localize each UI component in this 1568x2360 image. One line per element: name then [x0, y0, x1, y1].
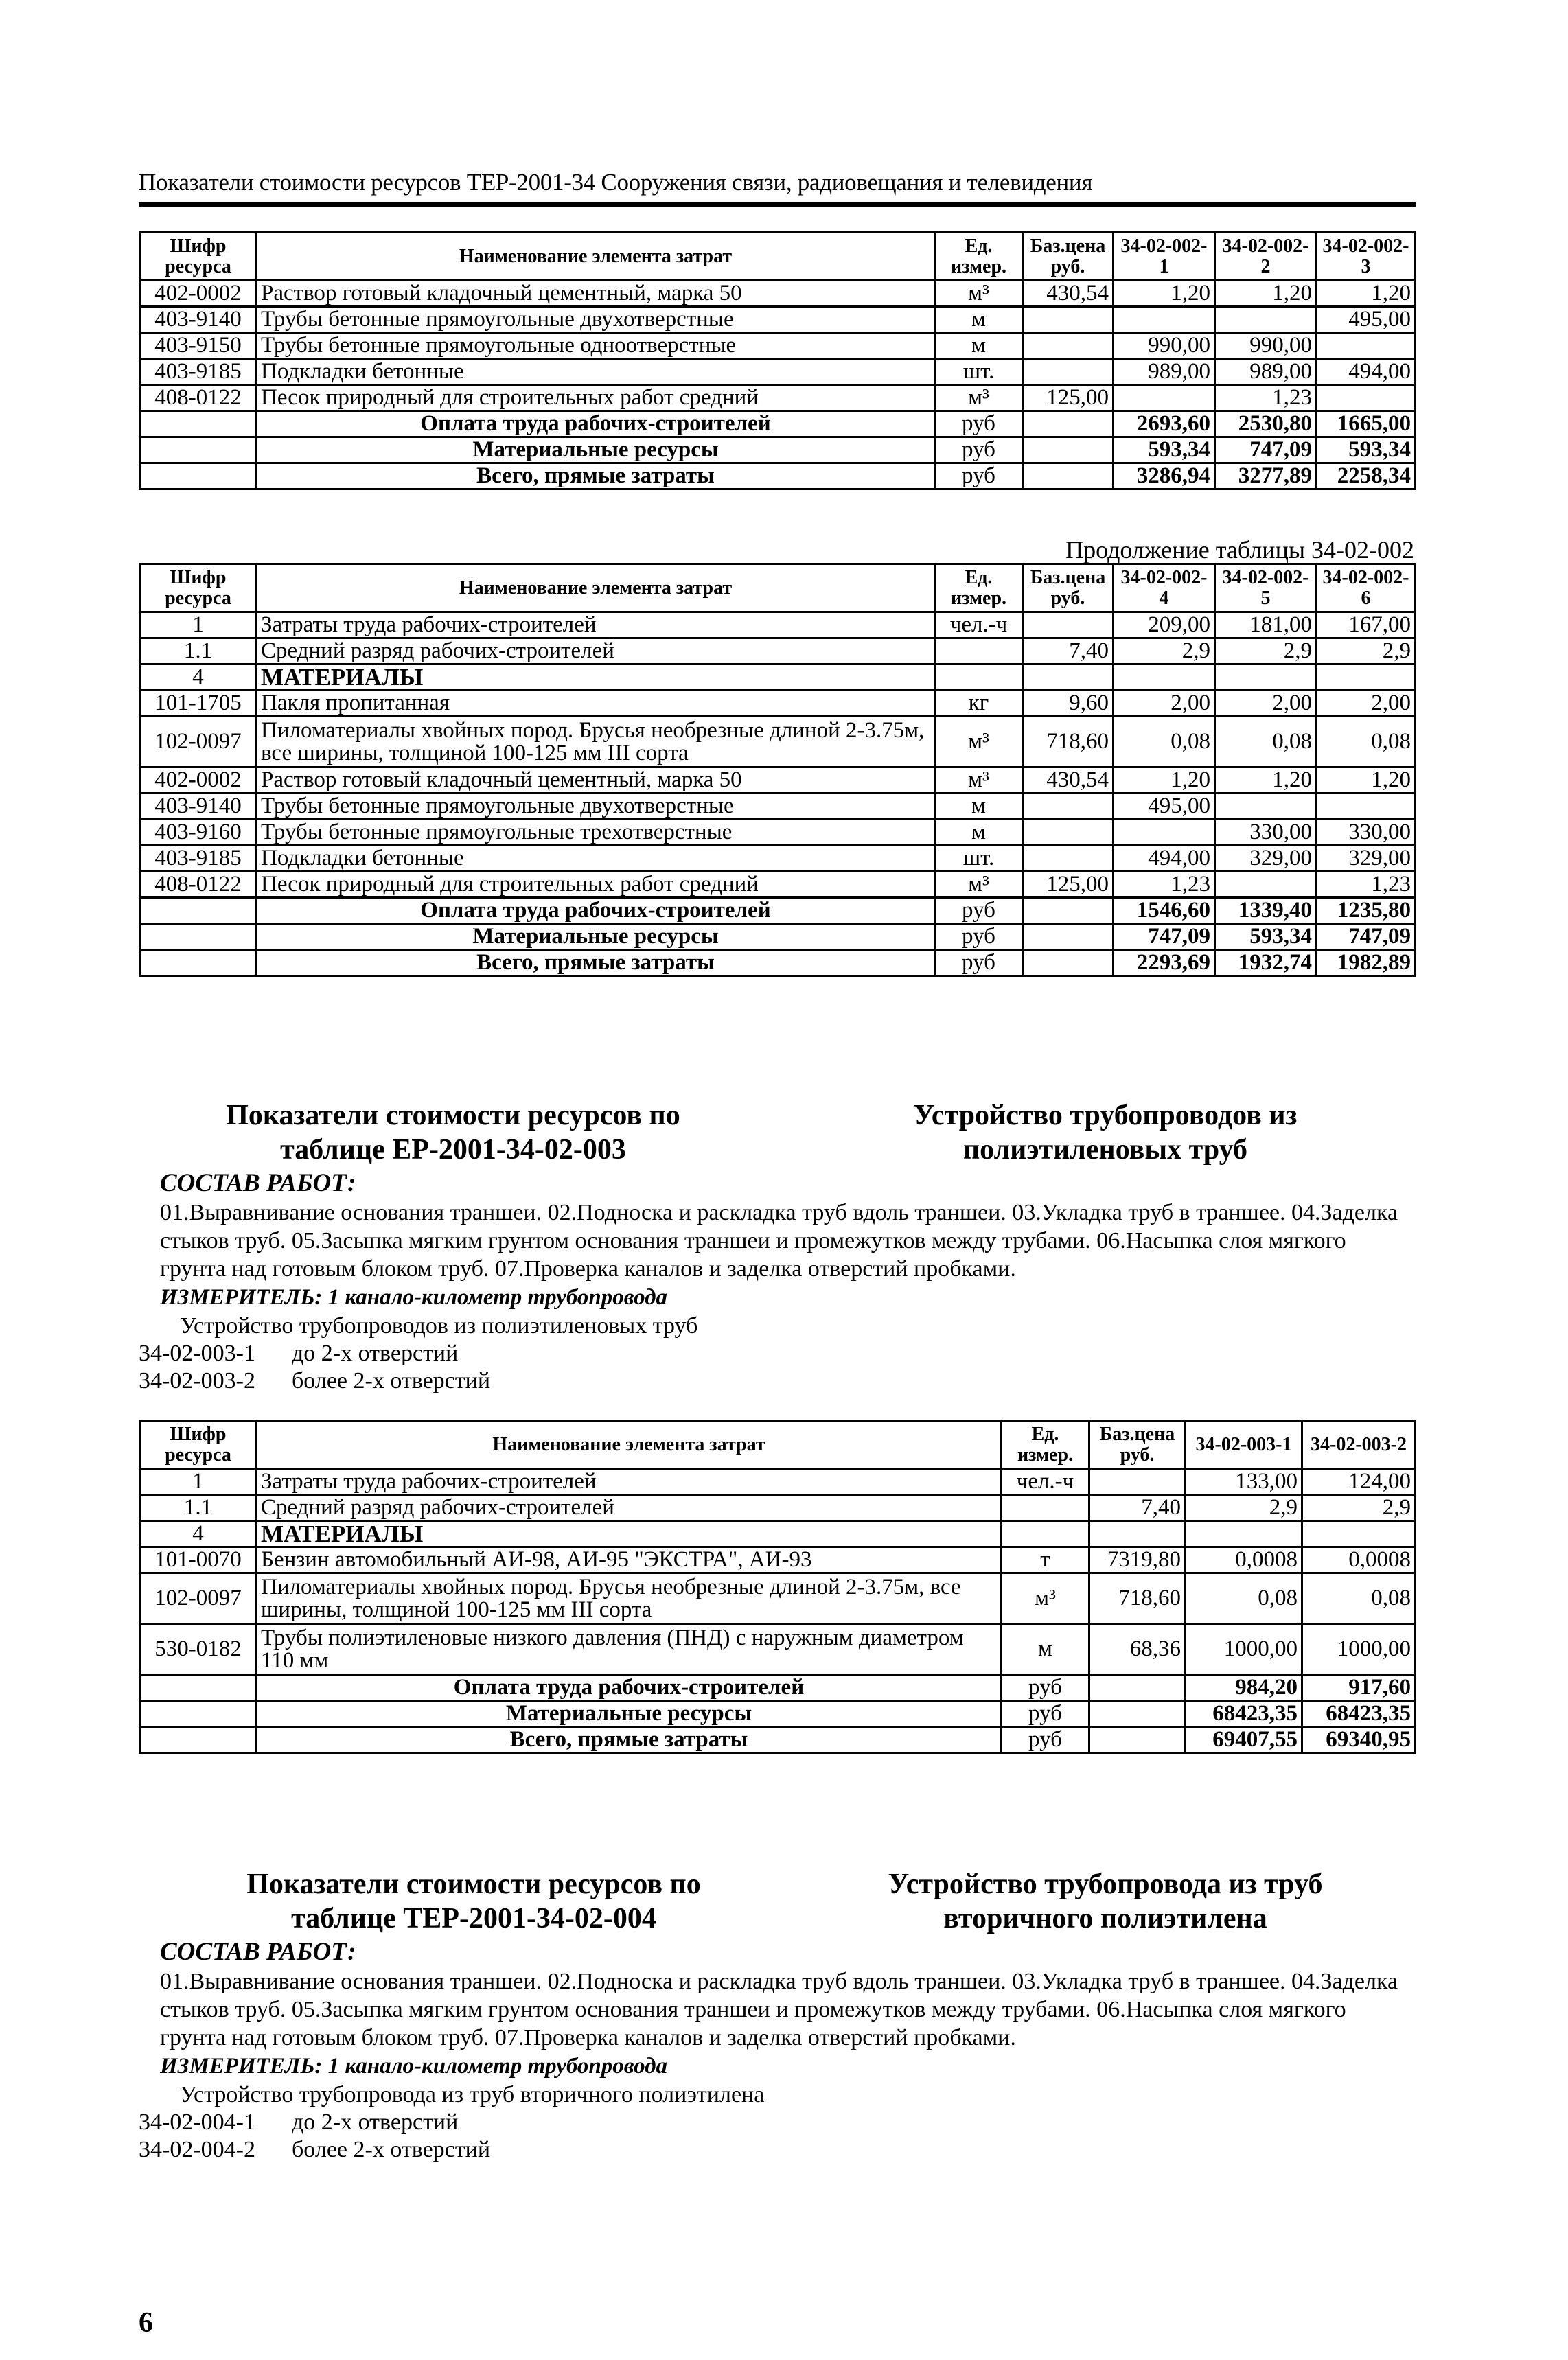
page-number: 6: [139, 2307, 153, 2339]
variant-text: более 2-х отверстий: [292, 2137, 491, 2162]
resource-code-cell: 1: [140, 612, 257, 638]
unit-cell: [935, 664, 1023, 691]
table-row: [140, 1624, 1416, 1675]
resource-code-cell: 402-0002: [140, 767, 257, 794]
table-row: [140, 281, 1416, 307]
value-cell: 0,08: [1215, 717, 1317, 767]
summary-value-cell: 3286,94: [1114, 463, 1215, 489]
col-header-price: Баз.цена руб.: [1089, 1421, 1186, 1469]
variant-text: до 2-х отверстий: [292, 2109, 459, 2135]
summary-row: [140, 437, 1416, 463]
value-cell: 0,08: [1114, 717, 1215, 767]
base-price-cell: 125,00: [1023, 385, 1114, 411]
empty-cell: [1089, 1701, 1186, 1727]
summary-value-cell: 747,09: [1114, 924, 1215, 950]
table-row: [140, 1469, 1416, 1495]
table-row: [140, 846, 1416, 872]
value-cell: [1114, 664, 1215, 691]
summary-value-cell: 2293,69: [1114, 950, 1215, 976]
summary-value-cell: 68423,35: [1302, 1701, 1416, 1727]
value-cell: 124,00: [1302, 1469, 1416, 1495]
value-cell: 1,23: [1114, 872, 1215, 898]
value-cell: 494,00: [1317, 359, 1416, 385]
summary-value-cell: 593,34: [1215, 924, 1317, 950]
col-header-variant: 34-02-002-6: [1317, 564, 1416, 612]
summary-value-cell: 917,60: [1302, 1675, 1416, 1701]
unit-cell: руб: [935, 437, 1023, 463]
value-cell: 0,08: [1317, 717, 1416, 767]
unit-cell: руб: [1002, 1701, 1089, 1727]
base-price-cell: 9,60: [1023, 691, 1114, 717]
value-cell: 167,00: [1317, 612, 1416, 638]
empty-cell: [140, 950, 257, 976]
summary-value-cell: 3277,89: [1215, 463, 1317, 489]
summary-value-cell: 2530,80: [1215, 411, 1317, 437]
col-header-price: Баз.цена руб.: [1023, 233, 1114, 281]
table-row: [140, 767, 1416, 794]
unit-cell: шт.: [935, 359, 1023, 385]
base-price-cell: 125,00: [1023, 872, 1114, 898]
base-price-cell: [1023, 307, 1114, 333]
table-row: [140, 691, 1416, 717]
works-text: 01.Выравнивание основания траншеи. 02.Подноска и раскладка труб вдоль траншеи. 03.Укладка труб в траншее. 04.Заделка стыков труб. 05.Засыпка мягким грунтом основания траншеи и промежутков между трубами. 06.Насыпка слоя мягкого грунта над готовым блоком труб. 07.Проверка каналов и заделка отверстий пробками.: [160, 1969, 1398, 2050]
summary-row: [140, 411, 1416, 437]
summary-value-cell: 747,09: [1215, 437, 1317, 463]
resource-code-cell: 1.1: [140, 1495, 257, 1521]
section-title-left: Показатели стоимости ресурсов по таблице ЕР-2001-34-02-003: [226, 1100, 680, 1166]
empty-cell: [1089, 1675, 1186, 1701]
resource-name-cell: Раствор готовый кладочный цементный, марка 50: [257, 767, 935, 794]
resource-name-cell: Трубы полиэтиленовые низкого давления (ПНД) с наружным диаметром 110 мм: [257, 1624, 1002, 1675]
empty-cell: [140, 924, 257, 950]
resource-code-cell: 1: [140, 1469, 257, 1495]
value-cell: 990,00: [1114, 333, 1215, 359]
resource-code-cell: 4: [140, 664, 257, 691]
col-header-variant: 34-02-002-5: [1215, 564, 1317, 612]
summary-name-cell: Всего, прямые затраты: [257, 463, 935, 489]
empty-cell: [140, 1727, 257, 1753]
resource-name-cell: Трубы бетонные прямоугольные двухотверстные: [257, 794, 935, 820]
base-price-cell: [1023, 359, 1114, 385]
section-title-right: Устройство трубопровода из труб вторичного полиэтилена: [888, 1869, 1323, 1934]
table-row: [140, 638, 1416, 664]
works-text: 01.Выравнивание основания траншеи. 02.Подноска и раскладка труб вдоль траншеи. 03.Укладка труб в траншее. 04.Заделка стыков труб. 05.Засыпка мягким грунтом основания траншеи и промежутков между трубами. 06.Насыпка слоя мягкого грунта над готовым блоком труб. 07.Проверка каналов и заделка отверстий пробками.: [160, 1200, 1398, 1282]
value-cell: 1,20: [1114, 281, 1215, 307]
value-cell: [1317, 333, 1416, 359]
base-price-cell: 7,40: [1023, 638, 1114, 664]
table-row: [140, 333, 1416, 359]
col-header-unit: Ед. измер.: [935, 233, 1023, 281]
variant-text: до 2-х отверстий: [292, 1341, 459, 1366]
section-title-right: Устройство трубопроводов из полиэтиленовых труб: [913, 1100, 1298, 1166]
resource-code-cell: 408-0122: [140, 385, 257, 411]
base-price-cell: [1023, 820, 1114, 846]
summary-name-cell: Оплата труда рабочих-строителей: [257, 1675, 1002, 1701]
base-price-cell: 718,60: [1023, 717, 1114, 767]
meter-label: ИЗМЕРИТЕЛЬ: 1 канало-километр трубопровода: [160, 1285, 668, 1310]
summary-value-cell: 593,34: [1114, 437, 1215, 463]
base-price-cell: [1089, 1521, 1186, 1547]
table-row: [140, 307, 1416, 333]
summary-value-cell: 1235,80: [1317, 898, 1416, 924]
value-cell: [1317, 385, 1416, 411]
summary-row: [140, 463, 1416, 489]
resource-name-cell: Средний разряд рабочих-строителей: [257, 638, 935, 664]
col-header-variant: 34-02-003-2: [1302, 1421, 1416, 1469]
unit-cell: руб: [935, 898, 1023, 924]
summary-name-cell: Материальные ресурсы: [257, 1701, 1002, 1727]
table-row: [140, 1521, 1416, 1547]
summary-value-cell: 68423,35: [1186, 1701, 1302, 1727]
value-cell: 2,00: [1317, 691, 1416, 717]
value-cell: 2,9: [1302, 1495, 1416, 1521]
value-cell: [1215, 872, 1317, 898]
summary-row: [140, 950, 1416, 976]
empty-cell: [1023, 437, 1114, 463]
col-header-unit: Ед. измер.: [935, 564, 1023, 612]
unit-cell: м: [935, 794, 1023, 820]
col-header-variant: 34-02-002-2: [1215, 233, 1317, 281]
value-cell: 1,20: [1215, 767, 1317, 794]
resource-code-cell: 403-9150: [140, 333, 257, 359]
unit-cell: руб: [935, 924, 1023, 950]
base-price-cell: 68,36: [1089, 1624, 1186, 1675]
value-cell: 329,00: [1317, 846, 1416, 872]
value-cell: 209,00: [1114, 612, 1215, 638]
value-cell: 0,0008: [1302, 1547, 1416, 1573]
summary-row: [140, 898, 1416, 924]
base-price-cell: 430,54: [1023, 767, 1114, 794]
value-cell: 495,00: [1317, 307, 1416, 333]
resource-code-cell: 403-9185: [140, 359, 257, 385]
unit-cell: м³: [935, 767, 1023, 794]
resource-name-cell: Бензин автомобильный АИ-98, АИ-95 "ЭКСТРА", АИ-93: [257, 1547, 1002, 1573]
resource-name-cell: Затраты труда рабочих-строителей: [257, 1469, 1002, 1495]
resource-name-cell: МАТЕРИАЛЫ: [257, 664, 935, 691]
variant-text: более 2-х отверстий: [292, 1368, 491, 1393]
summary-value-cell: 1339,40: [1215, 898, 1317, 924]
table-row: [140, 1547, 1416, 1573]
summary-value-cell: 2258,34: [1317, 463, 1416, 489]
unit-cell: м: [935, 820, 1023, 846]
table-row: [140, 820, 1416, 846]
summary-name-cell: Всего, прямые затраты: [257, 950, 935, 976]
table-row: [140, 794, 1416, 820]
value-cell: [1114, 307, 1215, 333]
base-price-cell: 7319,80: [1089, 1547, 1186, 1573]
value-cell: [1215, 664, 1317, 691]
unit-cell: м³: [935, 872, 1023, 898]
value-cell: 330,00: [1317, 820, 1416, 846]
resource-code-cell: 530-0182: [140, 1624, 257, 1675]
empty-cell: [1023, 950, 1114, 976]
summary-value-cell: 1982,89: [1317, 950, 1416, 976]
value-cell: 0,0008: [1186, 1547, 1302, 1573]
resource-code-cell: 403-9185: [140, 846, 257, 872]
empty-cell: [140, 1701, 257, 1727]
empty-cell: [1023, 924, 1114, 950]
variant-code: 34-02-004-2: [139, 2137, 255, 2162]
resource-name-cell: Подкладки бетонные: [257, 846, 935, 872]
col-header-variant: 34-02-002-1: [1114, 233, 1215, 281]
summary-value-cell: 69340,95: [1302, 1727, 1416, 1753]
value-cell: [1114, 385, 1215, 411]
value-cell: [1215, 307, 1317, 333]
value-cell: 329,00: [1215, 846, 1317, 872]
unit-cell: кг: [935, 691, 1023, 717]
value-cell: 1000,00: [1302, 1624, 1416, 1675]
unit-cell: м³: [935, 281, 1023, 307]
resource-table-34-02-003: [139, 1420, 1416, 1754]
summary-value-cell: 747,09: [1317, 924, 1416, 950]
variant-code: 34-02-003-1: [139, 1341, 255, 1366]
table-subtitle: Устройство трубопроводов из полиэтиленовых труб: [180, 1313, 698, 1339]
resource-name-cell: Пиломатериалы хвойных пород. Брусья необрезные длиной 2-3.75м, все ширины, толщиной 100-125 мм III сорта: [257, 717, 935, 767]
summary-name-cell: Оплата труда рабочих-строителей: [257, 898, 935, 924]
empty-cell: [1023, 411, 1114, 437]
value-cell: [1215, 794, 1317, 820]
unit-cell: руб: [935, 950, 1023, 976]
unit-cell: [1002, 1495, 1089, 1521]
value-cell: 2,9: [1186, 1495, 1302, 1521]
unit-cell: руб: [1002, 1675, 1089, 1701]
base-price-cell: [1023, 612, 1114, 638]
unit-cell: руб: [935, 411, 1023, 437]
value-cell: 989,00: [1215, 359, 1317, 385]
unit-cell: т: [1002, 1547, 1089, 1573]
col-header-variant: 34-02-002-4: [1114, 564, 1215, 612]
unit-cell: [1002, 1521, 1089, 1547]
value-cell: [1114, 820, 1215, 846]
col-header-price: Баз.цена руб.: [1023, 564, 1114, 612]
resource-code-cell: 102-0097: [140, 717, 257, 767]
table-row: [140, 612, 1416, 638]
resource-name-cell: Затраты труда рабочих-строителей: [257, 612, 935, 638]
value-cell: 1,20: [1215, 281, 1317, 307]
summary-value-cell: 1665,00: [1317, 411, 1416, 437]
base-price-cell: [1023, 333, 1114, 359]
value-cell: 181,00: [1215, 612, 1317, 638]
table-subtitle: Устройство трубопровода из труб вторичного полиэтилена: [180, 2082, 765, 2107]
table-row: [140, 717, 1416, 767]
unit-cell: м: [1002, 1624, 1089, 1675]
resource-name-cell: Подкладки бетонные: [257, 359, 935, 385]
table-row: [140, 872, 1416, 898]
works-label: СОСТАВ РАБОТ:: [160, 1169, 356, 1197]
resource-table-34-02-002-part1: [139, 231, 1416, 490]
summary-name-cell: Всего, прямые затраты: [257, 1727, 1002, 1753]
empty-cell: [1023, 898, 1114, 924]
value-cell: 2,9: [1114, 638, 1215, 664]
table-continuation-caption: Продолжение таблицы 34-02-002: [1065, 536, 1414, 564]
value-cell: 494,00: [1114, 846, 1215, 872]
value-cell: [1317, 794, 1416, 820]
col-header-code: Шифр ресурса: [140, 233, 257, 281]
col-header-unit: Ед. измер.: [1002, 1421, 1089, 1469]
summary-value-cell: 1546,60: [1114, 898, 1215, 924]
empty-cell: [140, 898, 257, 924]
table-row: [140, 1573, 1416, 1624]
value-cell: 0,08: [1186, 1573, 1302, 1624]
table-row: [140, 664, 1416, 691]
resource-name-cell: Песок природный для строительных работ средний: [257, 872, 935, 898]
table-row: [140, 385, 1416, 411]
base-price-cell: [1023, 846, 1114, 872]
summary-value-cell: 593,34: [1317, 437, 1416, 463]
summary-name-cell: Материальные ресурсы: [257, 924, 935, 950]
unit-cell: руб: [1002, 1727, 1089, 1753]
base-price-cell: 7,40: [1089, 1495, 1186, 1521]
empty-cell: [1023, 463, 1114, 489]
resource-name-cell: Раствор готовый кладочный цементный, марка 50: [257, 281, 935, 307]
summary-name-cell: Материальные ресурсы: [257, 437, 935, 463]
resource-name-cell: Пиломатериалы хвойных пород. Брусья необрезные длиной 2-3.75м, все ширины, толщиной 100-125 мм III сорта: [257, 1573, 1002, 1624]
resource-name-cell: Трубы бетонные прямоугольные одноотверстные: [257, 333, 935, 359]
unit-cell: м³: [935, 717, 1023, 767]
unit-cell: руб: [935, 463, 1023, 489]
col-header-code: Шифр ресурса: [140, 1421, 257, 1469]
summary-row: [140, 924, 1416, 950]
col-header-variant: 34-02-002-3: [1317, 233, 1416, 281]
summary-name-cell: Оплата труда рабочих-строителей: [257, 411, 935, 437]
resource-name-cell: Трубы бетонные прямоугольные двухотверстные: [257, 307, 935, 333]
table-row: [140, 359, 1416, 385]
resource-code-cell: 4: [140, 1521, 257, 1547]
summary-row: [140, 1701, 1416, 1727]
variant-code: 34-02-003-2: [139, 1368, 255, 1393]
empty-cell: [140, 463, 257, 489]
unit-cell: чел.-ч: [935, 612, 1023, 638]
summary-value-cell: 2693,60: [1114, 411, 1215, 437]
summary-value-cell: 69407,55: [1186, 1727, 1302, 1753]
base-price-cell: 430,54: [1023, 281, 1114, 307]
value-cell: 990,00: [1215, 333, 1317, 359]
running-header: Показатели стоимости ресурсов ТЕР-2001-34 Сооружения связи, радиовещания и телевидения: [139, 169, 1093, 196]
works-label: СОСТАВ РАБОТ:: [160, 1938, 356, 1966]
value-cell: 0,08: [1302, 1573, 1416, 1624]
variant-code: 34-02-004-1: [139, 2109, 255, 2135]
unit-cell: м³: [935, 385, 1023, 411]
value-cell: 1000,00: [1186, 1624, 1302, 1675]
value-cell: 495,00: [1114, 794, 1215, 820]
unit-cell: м³: [1002, 1573, 1089, 1624]
table-row: [140, 1495, 1416, 1521]
resource-code-cell: 403-9140: [140, 794, 257, 820]
unit-cell: м: [935, 333, 1023, 359]
col-header-name: Наименование элемента затрат: [257, 1421, 1002, 1469]
unit-cell: шт.: [935, 846, 1023, 872]
empty-cell: [1089, 1727, 1186, 1753]
unit-cell: чел.-ч: [1002, 1469, 1089, 1495]
resource-name-cell: Средний разряд рабочих-строителей: [257, 1495, 1002, 1521]
resource-name-cell: Песок природный для строительных работ средний: [257, 385, 935, 411]
base-price-cell: [1023, 664, 1114, 691]
col-header-code: Шифр ресурса: [140, 564, 257, 612]
resource-code-cell: 403-9140: [140, 307, 257, 333]
value-cell: 2,00: [1114, 691, 1215, 717]
resource-code-cell: 102-0097: [140, 1573, 257, 1624]
resource-code-cell: 101-0070: [140, 1547, 257, 1573]
col-header-variant: 34-02-003-1: [1186, 1421, 1302, 1469]
value-cell: [1186, 1521, 1302, 1547]
summary-row: [140, 1675, 1416, 1701]
unit-cell: [935, 638, 1023, 664]
value-cell: 989,00: [1114, 359, 1215, 385]
base-price-cell: [1023, 794, 1114, 820]
meter-label: ИЗМЕРИТЕЛЬ: 1 канало-километр трубопровода: [160, 2054, 668, 2079]
summary-value-cell: 1932,74: [1215, 950, 1317, 976]
value-cell: 1,23: [1317, 872, 1416, 898]
col-header-name: Наименование элемента затрат: [257, 564, 935, 612]
resource-code-cell: 408-0122: [140, 872, 257, 898]
resource-name-cell: МАТЕРИАЛЫ: [257, 1521, 1002, 1547]
value-cell: 1,20: [1317, 767, 1416, 794]
col-header-name: Наименование элемента затрат: [257, 233, 935, 281]
empty-cell: [140, 1675, 257, 1701]
unit-cell: м: [935, 307, 1023, 333]
value-cell: 1,20: [1317, 281, 1416, 307]
resource-code-cell: 402-0002: [140, 281, 257, 307]
empty-cell: [140, 411, 257, 437]
resource-code-cell: 1.1: [140, 638, 257, 664]
summary-value-cell: 984,20: [1186, 1675, 1302, 1701]
section-title-left: Показатели стоимости ресурсов по таблице ТЕР-2001-34-02-004: [246, 1869, 701, 1934]
resource-code-cell: 101-1705: [140, 691, 257, 717]
resource-table-34-02-002-part2: [139, 563, 1416, 977]
value-cell: 2,00: [1215, 691, 1317, 717]
base-price-cell: 718,60: [1089, 1573, 1186, 1624]
base-price-cell: [1089, 1469, 1186, 1495]
value-cell: 1,20: [1114, 767, 1215, 794]
empty-cell: [140, 437, 257, 463]
header-rule: [139, 202, 1416, 207]
value-cell: 2,9: [1317, 638, 1416, 664]
value-cell: [1317, 664, 1416, 691]
summary-row: [140, 1727, 1416, 1753]
resource-name-cell: Трубы бетонные прямоугольные трехотверстные: [257, 820, 935, 846]
value-cell: [1302, 1521, 1416, 1547]
value-cell: 133,00: [1186, 1469, 1302, 1495]
value-cell: 2,9: [1215, 638, 1317, 664]
value-cell: 330,00: [1215, 820, 1317, 846]
value-cell: 1,23: [1215, 385, 1317, 411]
resource-code-cell: 403-9160: [140, 820, 257, 846]
resource-name-cell: Пакля пропитанная: [257, 691, 935, 717]
